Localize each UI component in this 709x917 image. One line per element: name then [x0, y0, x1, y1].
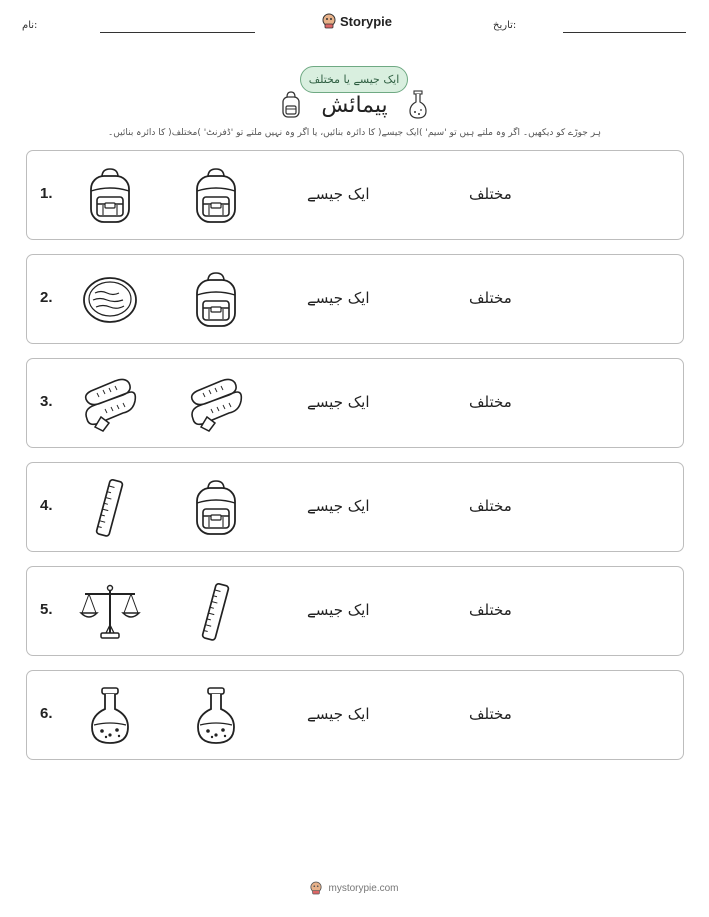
- flask-icon: [185, 685, 247, 747]
- name-label: نام:: [22, 20, 38, 31]
- cookie-icon: [79, 269, 141, 331]
- flask-icon: [408, 90, 428, 120]
- question-number: 1.: [40, 185, 53, 202]
- flask-icon: [79, 685, 141, 747]
- storypie-mascot-icon: [322, 13, 336, 29]
- question-row: [26, 358, 684, 448]
- balance-scale-icon: [79, 581, 141, 643]
- instructions: ہر جوڑے کو دیکھیں۔ اگر وہ ملتے ہیں تو 'سیم' )ایک جیسے( کا دائرہ بنائیں، یا اگر وہ نہیں ملتے تو 'ڈفرنٹ' )مختلف( کا دائرہ بنائیں۔: [108, 128, 601, 138]
- storypie-mascot-icon: [310, 881, 322, 895]
- same-option[interactable]: ایک جیسے: [307, 185, 370, 203]
- question-number: 3.: [40, 393, 53, 410]
- date-label: تاریخ:: [493, 20, 517, 31]
- question-row: [26, 670, 684, 760]
- question-number: 6.: [40, 705, 53, 722]
- different-option[interactable]: مختلف: [469, 289, 512, 307]
- brand-logo: [322, 13, 392, 29]
- question-number: 5.: [40, 601, 53, 618]
- backpack-icon: [185, 165, 247, 227]
- measuring-tape-icon: [79, 373, 141, 435]
- question-row: [26, 462, 684, 552]
- ruler-icon: [185, 581, 247, 643]
- different-option[interactable]: مختلف: [469, 393, 512, 411]
- ruler-icon: [79, 477, 141, 539]
- brand-name: Storypie: [340, 13, 393, 29]
- same-option[interactable]: ایک جیسے: [307, 705, 370, 723]
- different-option[interactable]: مختلف: [469, 601, 512, 619]
- question-number: 2.: [40, 289, 53, 306]
- footer: [0, 881, 709, 895]
- backpack-icon: [185, 477, 247, 539]
- date-field[interactable]: [563, 32, 686, 33]
- question-row: [26, 566, 684, 656]
- backpack-icon: [185, 269, 247, 331]
- same-option[interactable]: ایک جیسے: [307, 393, 370, 411]
- name-field[interactable]: [100, 32, 255, 33]
- backpack-icon: [79, 165, 141, 227]
- page-title: پیمائش: [321, 93, 388, 118]
- question-number: 4.: [40, 497, 53, 514]
- question-row: [26, 150, 684, 240]
- different-option[interactable]: مختلف: [469, 185, 512, 203]
- question-row: [26, 254, 684, 344]
- different-option[interactable]: مختلف: [469, 705, 512, 723]
- same-option[interactable]: ایک جیسے: [307, 601, 370, 619]
- same-option[interactable]: ایک جیسے: [307, 289, 370, 307]
- footer-site: mystorypie.com: [328, 882, 399, 894]
- measuring-tape-icon: [185, 373, 247, 435]
- worksheet-badge: ایک جیسے یا مختلف: [300, 66, 408, 93]
- different-option[interactable]: مختلف: [469, 497, 512, 515]
- same-option[interactable]: ایک جیسے: [307, 497, 370, 515]
